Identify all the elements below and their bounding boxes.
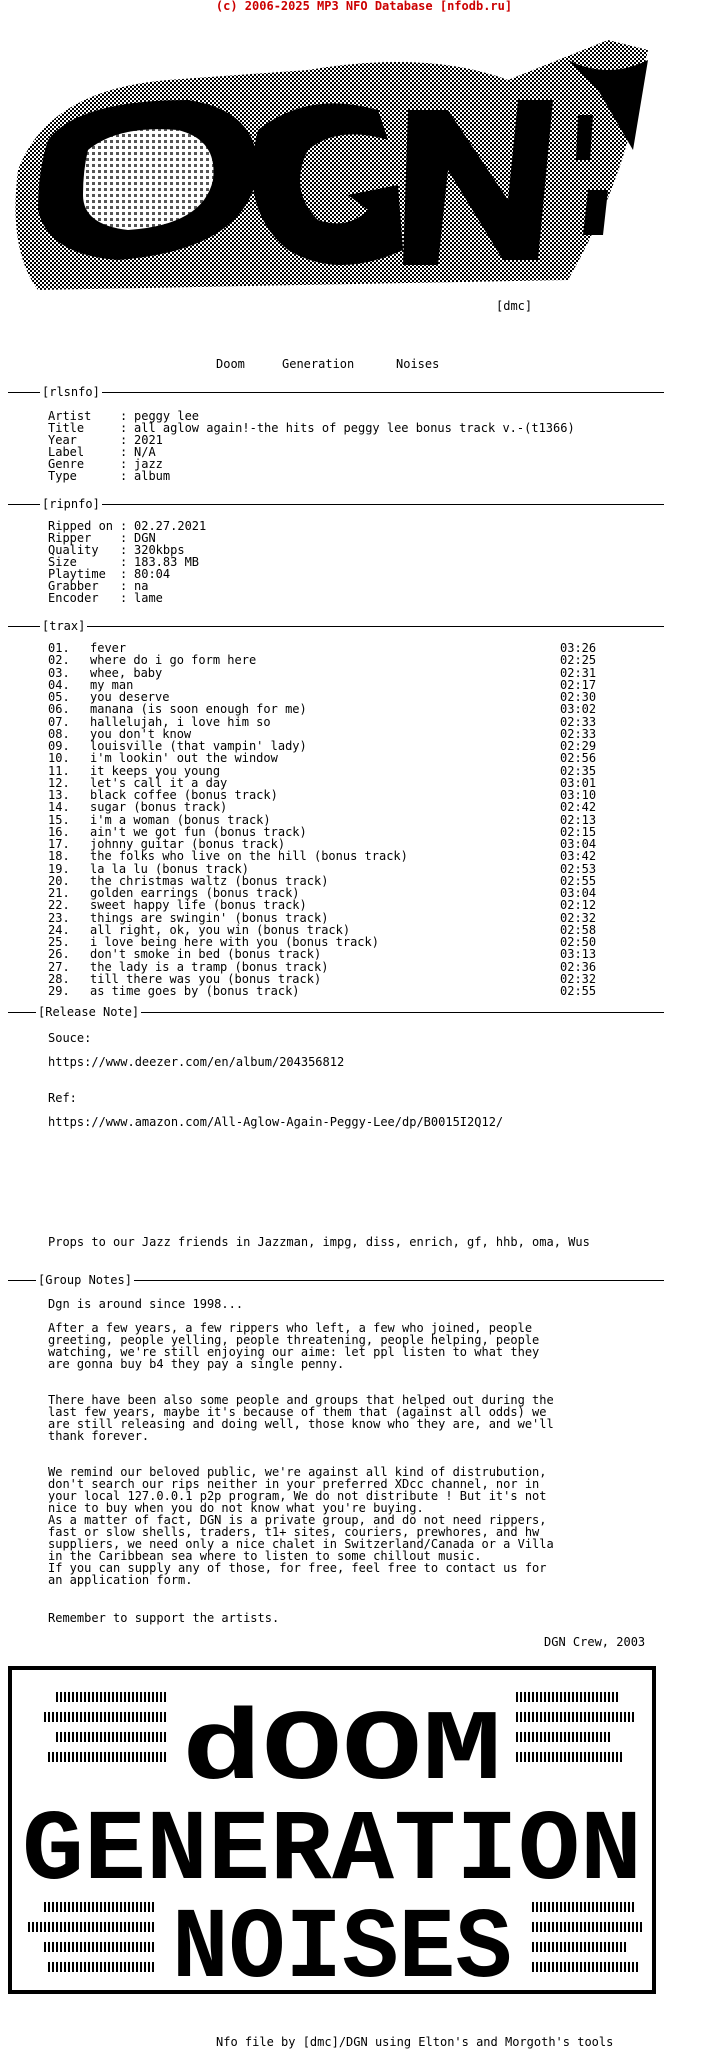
tagline-generation: Generation xyxy=(282,357,355,371)
track-row xyxy=(48,961,608,973)
group-signature: DGN Crew, 2003 xyxy=(544,1635,646,1649)
field-value: peggy lee xyxy=(134,409,200,423)
track-row xyxy=(48,850,608,862)
track-row xyxy=(48,716,608,728)
track-title: the folks who live on the hill (bonus track) xyxy=(90,849,408,864)
field-value: N/A xyxy=(134,445,156,459)
track-title: till there was you (bonus track) xyxy=(90,971,322,986)
track-number: 06. xyxy=(48,702,70,717)
track-duration: 02:56 xyxy=(560,751,597,766)
track-duration: 02:33 xyxy=(560,726,597,741)
source-label: Souce: xyxy=(48,1031,92,1045)
track-number: 29. xyxy=(48,984,70,998)
track-title: where do i go form here xyxy=(90,653,257,668)
track-row xyxy=(48,924,608,936)
field-label: Ripper xyxy=(48,531,92,545)
track-title: i'm a woman (bonus track) xyxy=(90,812,271,827)
track-number: 09. xyxy=(48,739,70,753)
track-duration: 02:53 xyxy=(560,861,597,876)
track-title: i love being here with you (bonus track) xyxy=(90,935,379,949)
track-duration: 02:30 xyxy=(560,690,597,704)
track-duration: 02:55 xyxy=(560,873,597,888)
section-title-group-notes: [Group Notes] xyxy=(38,1273,132,1287)
track-row xyxy=(48,814,608,826)
footer-logo-line-3: NOISES xyxy=(172,1894,512,1994)
section-rule xyxy=(8,392,664,393)
doom-generation-noises-logo-art xyxy=(8,1666,656,1994)
track-row xyxy=(48,899,608,911)
track-row xyxy=(48,765,608,777)
group-notes-intro: Dgn is around since 1998... xyxy=(48,1297,244,1311)
separator: : xyxy=(120,519,128,533)
ripnfo-row xyxy=(48,592,163,604)
field-value: lame xyxy=(134,591,163,605)
field-label: Quality xyxy=(48,543,99,557)
field-label: Title xyxy=(48,421,85,435)
track-title: i'm lookin' out the window xyxy=(90,751,278,766)
track-number: 07. xyxy=(48,714,70,729)
track-duration: 02:15 xyxy=(560,824,597,839)
field-value: 80:04 xyxy=(134,567,171,581)
track-number: 18. xyxy=(48,849,70,864)
track-duration: 03:10 xyxy=(560,788,597,802)
track-row xyxy=(48,887,608,899)
separator: : xyxy=(120,567,128,581)
rlsnfo-row xyxy=(48,470,170,482)
track-duration: 03:42 xyxy=(560,849,597,864)
separator: : xyxy=(120,421,128,435)
track-title: all right, ok, you win (bonus track) xyxy=(90,922,351,937)
track-title: fever xyxy=(90,641,127,655)
field-label: Encoder xyxy=(48,591,99,605)
footer-logo-line-1: dOOM xyxy=(182,1696,502,1809)
track-number: 08. xyxy=(48,726,70,741)
track-duration: 03:04 xyxy=(560,886,597,900)
track-duration: 03:26 xyxy=(560,641,597,655)
track-number: 17. xyxy=(48,837,70,851)
track-number: 21. xyxy=(48,886,70,900)
track-title: you deserve xyxy=(90,690,170,704)
track-number: 04. xyxy=(48,677,70,692)
track-row xyxy=(48,973,608,985)
separator: : xyxy=(120,445,128,459)
track-number: 12. xyxy=(48,775,70,790)
track-row xyxy=(48,801,608,813)
track-title: don't smoke in bed (bonus track) xyxy=(90,947,322,962)
section-title-ripnfo: [ripnfo] xyxy=(42,497,100,511)
dgn-logo-art xyxy=(8,20,672,300)
track-title: whee, baby xyxy=(90,665,163,680)
field-value: 2021 xyxy=(134,433,163,447)
track-row xyxy=(48,728,608,740)
field-label: Size xyxy=(48,555,77,569)
track-duration: 02:13 xyxy=(560,812,597,827)
field-label: Type xyxy=(48,469,77,483)
field-label: Ripped on xyxy=(48,519,114,533)
track-number: 02. xyxy=(48,653,70,668)
track-duration: 02:50 xyxy=(560,935,597,949)
track-duration: 02:32 xyxy=(560,910,597,925)
track-duration: 02:17 xyxy=(560,677,597,692)
track-number: 16. xyxy=(48,824,70,839)
track-duration: 02:55 xyxy=(560,984,597,998)
separator: : xyxy=(120,531,128,545)
track-number: 10. xyxy=(48,751,70,766)
field-label: Grabber xyxy=(48,579,99,593)
field-value: na xyxy=(134,579,149,593)
track-duration: 02:36 xyxy=(560,959,597,974)
track-row xyxy=(48,948,608,960)
track-row xyxy=(48,985,608,997)
field-value: 183.83 MB xyxy=(134,555,200,569)
track-number: 27. xyxy=(48,959,70,974)
separator: : xyxy=(120,433,128,447)
footer-logo-line-2: GENERATION xyxy=(22,1796,642,1909)
rlsnfo-row xyxy=(48,422,575,434)
separator: : xyxy=(120,409,128,423)
section-title-rlsnfo: [rlsnfo] xyxy=(42,385,100,399)
section-title-trax: [trax] xyxy=(42,619,86,633)
track-duration: 02:29 xyxy=(560,739,597,753)
footer-credit: Nfo file by [dmc]/DGN using Elton's and Morgoth's tools xyxy=(216,2035,614,2049)
field-value: all aglow again!-the hits of peggy lee bonus track v.-(t1366) xyxy=(134,421,575,435)
track-number: 24. xyxy=(48,922,70,937)
track-title: la la lu (bonus track) xyxy=(90,861,249,876)
tagline-doom: Doom xyxy=(216,357,245,371)
track-row xyxy=(48,838,608,850)
track-number: 25. xyxy=(48,935,70,949)
track-duration: 02:35 xyxy=(560,763,597,778)
source-url[interactable]: https://www.deezer.com/en/album/204356812 xyxy=(48,1055,345,1069)
track-title: louisville (that vampin' lady) xyxy=(90,739,307,753)
track-title: black coffee (bonus track) xyxy=(90,788,278,802)
track-title: sweet happy life (bonus track) xyxy=(90,898,307,913)
track-duration: 03:04 xyxy=(560,837,597,851)
ref-url[interactable]: https://www.amazon.com/All-Aglow-Again-Peggy-Lee/dp/B0015I2Q12/ xyxy=(48,1115,504,1129)
track-number: 28. xyxy=(48,971,70,986)
field-label: Genre xyxy=(48,457,85,471)
track-row xyxy=(48,667,608,679)
track-title: it keeps you young xyxy=(90,763,221,778)
field-label: Year xyxy=(48,433,77,447)
track-row xyxy=(48,826,608,838)
group-notes-policy: We remind our beloved public, we're against all kind of distrubution, don't search our rips neither in your preferred XDcc channel, nor in your local 127.0.0.1 p2p program, We do not distribute ! But it's not nice to buy when you do not know what you're buying. As a matter of fact, DGN is a private group, and do not need rippers, fast or slow shells, traders, t1+ sites, couriers, prewhores, and hw suppliers, we need only a nice chalet in Switzerland/Canada or a Villa in the Caribbean sea where to listen to some chillout music. If you can supply any of those, for free, feel free to contact us for an application form. xyxy=(48,1465,554,1587)
track-duration: 03:01 xyxy=(560,775,597,790)
track-row xyxy=(48,691,608,703)
track-row xyxy=(48,777,608,789)
track-number: 22. xyxy=(48,898,70,913)
group-notes-history: After a few years, a few rippers who left, a few who joined, people greeting, people yelling, people threatening, people helping, people watching, we're still enjoying our aime: let ppl listen to what they are gonna buy b4 they pay a single penny. xyxy=(48,1321,540,1371)
track-row xyxy=(48,740,608,752)
track-number: 20. xyxy=(48,873,70,888)
track-title: let's call it a day xyxy=(90,775,228,790)
track-title: things are swingin' (bonus track) xyxy=(90,910,329,925)
track-number: 23. xyxy=(48,910,70,925)
separator: : xyxy=(120,469,128,483)
track-title: the lady is a tramp (bonus track) xyxy=(90,959,329,974)
track-number: 05. xyxy=(48,690,70,704)
track-number: 03. xyxy=(48,665,70,680)
track-row xyxy=(48,789,608,801)
track-title: the christmas waltz (bonus track) xyxy=(90,873,329,888)
track-title: golden earrings (bonus track) xyxy=(90,886,300,900)
group-notes-support: Remember to support the artists. xyxy=(48,1611,280,1625)
ref-label: Ref: xyxy=(48,1091,77,1105)
field-label: Artist xyxy=(48,409,92,423)
section-rule xyxy=(8,504,664,505)
separator: : xyxy=(120,457,128,471)
track-title: ain't we got fun (bonus track) xyxy=(90,824,307,839)
field-value: jazz xyxy=(134,457,163,471)
track-number: 01. xyxy=(48,641,70,655)
track-row xyxy=(48,703,608,715)
track-row xyxy=(48,752,608,764)
track-duration: 02:33 xyxy=(560,714,597,729)
track-title: my man xyxy=(90,677,134,692)
field-label: Label xyxy=(48,445,85,459)
track-duration: 02:25 xyxy=(560,653,597,668)
track-row xyxy=(48,654,608,666)
separator: : xyxy=(120,543,128,557)
track-row xyxy=(48,863,608,875)
props-text: Props to our Jazz friends in Jazzman, impg, diss, enrich, gf, hhb, oma, Wus xyxy=(48,1235,590,1249)
track-duration: 02:58 xyxy=(560,922,597,937)
track-number: 26. xyxy=(48,947,70,962)
track-number: 13. xyxy=(48,788,70,802)
track-row xyxy=(48,679,608,691)
field-value: album xyxy=(134,469,171,483)
track-duration: 03:13 xyxy=(560,947,597,962)
track-number: 14. xyxy=(48,800,70,815)
track-title: hallelujah, i love him so xyxy=(90,714,271,729)
track-duration: 02:31 xyxy=(560,665,597,680)
separator: : xyxy=(120,579,128,593)
separator: : xyxy=(120,591,128,605)
tagline-noises: Noises xyxy=(396,357,440,371)
track-number: 19. xyxy=(48,861,70,876)
track-number: 15. xyxy=(48,812,70,827)
section-rule xyxy=(8,626,664,627)
field-value: 02.27.2021 xyxy=(134,519,207,533)
field-label: Playtime xyxy=(48,567,106,581)
track-title: sugar (bonus track) xyxy=(90,800,228,815)
track-duration: 02:32 xyxy=(560,971,597,986)
track-title: johnny guitar (bonus track) xyxy=(90,837,286,851)
track-duration: 03:02 xyxy=(560,702,597,717)
field-value: DGN xyxy=(134,531,156,545)
section-title-release-note: [Release Note] xyxy=(38,1005,140,1019)
group-notes-thanks: There have been also some people and groups that helped out during the last few years, maybe it's because of them that (against all odds) we are still releasing and doing well, those know who they are, and we'll thank forever. xyxy=(48,1393,554,1443)
track-title: manana (is soon enough for me) xyxy=(90,702,307,717)
track-number: 11. xyxy=(48,763,70,778)
track-title: as time goes by (bonus track) xyxy=(90,984,300,998)
field-value: 320kbps xyxy=(134,543,185,557)
track-duration: 02:42 xyxy=(560,800,597,815)
track-row xyxy=(48,875,608,887)
separator: : xyxy=(120,555,128,569)
track-row xyxy=(48,642,608,654)
site-credit: (c) 2006-2025 MP3 NFO Database [nfodb.ru] xyxy=(215,0,513,13)
track-title: you don't know xyxy=(90,726,192,741)
track-row xyxy=(48,912,608,924)
logo-artist-tag: [dmc] xyxy=(496,299,533,313)
track-row xyxy=(48,936,608,948)
track-duration: 02:12 xyxy=(560,898,597,913)
